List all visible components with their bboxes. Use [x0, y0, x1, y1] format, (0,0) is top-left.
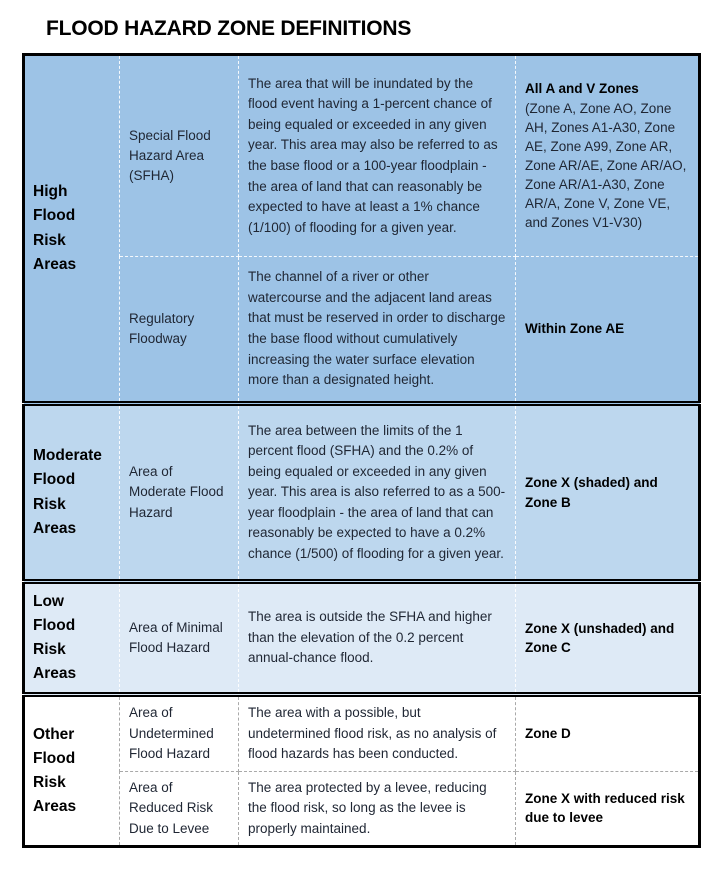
- zones-detail: (Zone A, Zone AO, Zone AH, Zones A1-A30, Zone AE, Zone A99, Zone AR, Zone AR/AE, Zone AR/AO, Zone AR/A1-A30, Zone AR/A, Zone V, Zone VE, and Zones V1-V30): [525, 100, 687, 231]
- table-row: [24, 257, 700, 404]
- table-row: [24, 404, 700, 582]
- risk-group-cell-high: High Flood Risk Areas: [24, 55, 120, 404]
- table-row: [24, 582, 700, 695]
- risk-group-cell-moderate: Moderate Flood Risk Areas: [24, 404, 120, 582]
- zones-cell: Zone D: [516, 695, 700, 772]
- hazard-area-cell: Special Flood Hazard Area (SFHA): [120, 55, 239, 257]
- zones-cell: Zone X (shaded) and Zone B: [516, 404, 700, 582]
- zones-cell: Within Zone AE: [516, 257, 700, 404]
- definition-cell: The area protected by a levee, reducing the flood risk, so long as the levee is properly maintained.: [239, 771, 516, 847]
- definition-cell: The area with a possible, but undetermined flood risk, as no analysis of flood hazards has been conducted.: [239, 695, 516, 772]
- risk-group-cell-other: Other Flood Risk Areas: [24, 695, 120, 847]
- hazard-area-cell: Regulatory Floodway: [120, 257, 239, 404]
- hazard-area-cell: Area of Reduced Risk Due to Levee: [120, 771, 239, 847]
- definition-cell: The channel of a river or other watercourse and the adjacent land areas that must be reserved in order to discharge the base flood without cumulatively increasing the water surface elevation more than a designated height.: [239, 257, 516, 404]
- table-row: [24, 771, 700, 847]
- page-title: FLOOD HAZARD ZONE DEFINITIONS: [46, 17, 412, 40]
- hazard-area-cell: Area of Moderate Flood Hazard: [120, 404, 239, 582]
- table-row: [24, 55, 700, 257]
- zones-cell: Zone X with reduced risk due to levee: [516, 771, 700, 847]
- risk-group-cell-low: Low Flood Risk Areas: [24, 582, 120, 695]
- hazard-area-cell: Area of Minimal Flood Hazard: [120, 582, 239, 695]
- flood-hazard-definitions-table: [22, 53, 701, 848]
- definition-cell: The area is outside the SFHA and higher than the elevation of the 0.2 percent annual-chance flood.: [239, 582, 516, 695]
- definition-cell: The area that will be inundated by the flood event having a 1-percent chance of being equaled or exceeded in any given year. This area may also be referred to as the base flood or a 100-year floodplain - the area of land that can reasonably be expected to have at least a 1% chance (1/100) of flooding for a given year.: [239, 55, 516, 257]
- table-row: [24, 695, 700, 772]
- zones-cell: Zone X (unshaded) and Zone C: [516, 582, 700, 695]
- zones-title: All A and V Zones: [525, 81, 639, 97]
- zones-cell: [516, 55, 700, 257]
- hazard-area-cell: Area of Undetermined Flood Hazard: [120, 695, 239, 772]
- definition-cell: The area between the limits of the 1 percent flood (SFHA) and the 0.2% of being equaled or exceeded in any given year. This area is also referred to as a 500-year floodplain - the area of land that can reasonably be expected to have a 0.2% chance (1/500) of flooding for a given year.: [239, 404, 516, 582]
